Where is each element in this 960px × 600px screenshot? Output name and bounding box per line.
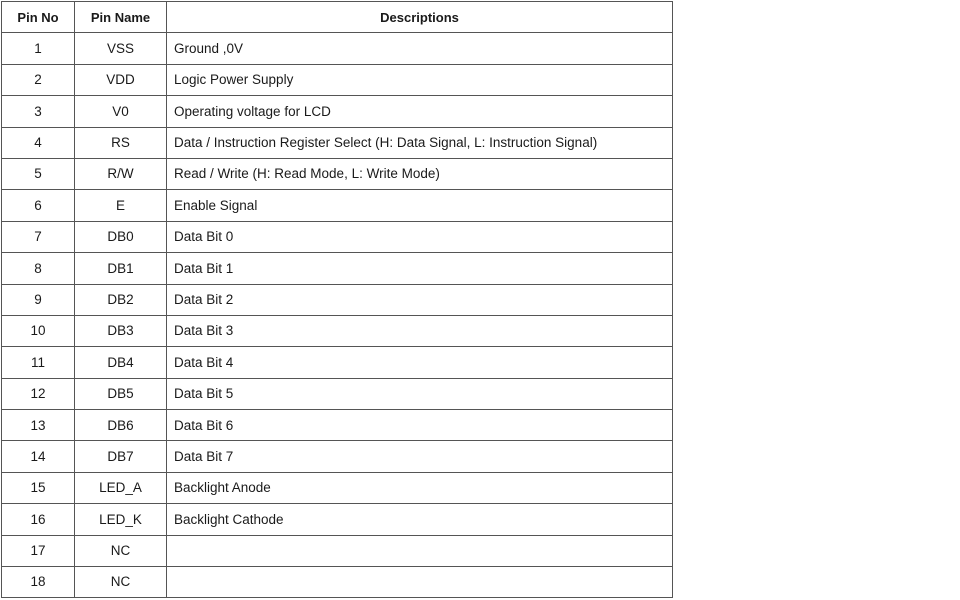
cell-description: Data Bit 6 xyxy=(167,410,673,441)
cell-pin-name: DB0 xyxy=(75,221,167,252)
table-row xyxy=(2,284,673,315)
cell-description xyxy=(167,567,673,598)
table-row xyxy=(2,535,673,566)
cell-pin-name: VSS xyxy=(75,33,167,64)
cell-pin-no: 11 xyxy=(2,347,75,378)
cell-pin-no: 17 xyxy=(2,535,75,566)
cell-description: Data Bit 5 xyxy=(167,378,673,409)
table-row xyxy=(2,567,673,598)
cell-pin-name: DB2 xyxy=(75,284,167,315)
cell-pin-name: DB6 xyxy=(75,410,167,441)
cell-pin-no: 1 xyxy=(2,33,75,64)
header-descriptions: Descriptions xyxy=(167,2,673,33)
table-row xyxy=(2,64,673,95)
table-row xyxy=(2,441,673,472)
cell-description: Data Bit 2 xyxy=(167,284,673,315)
header-pin-no: Pin No xyxy=(2,2,75,33)
table-row xyxy=(2,347,673,378)
cell-description: Logic Power Supply xyxy=(167,64,673,95)
table-row xyxy=(2,96,673,127)
cell-pin-no: 12 xyxy=(2,378,75,409)
table-row xyxy=(2,378,673,409)
cell-pin-name: DB7 xyxy=(75,441,167,472)
cell-description: Data Bit 7 xyxy=(167,441,673,472)
table-row xyxy=(2,158,673,189)
cell-pin-no: 5 xyxy=(2,158,75,189)
table-row xyxy=(2,472,673,503)
cell-pin-no: 13 xyxy=(2,410,75,441)
cell-pin-no: 4 xyxy=(2,127,75,158)
table-row xyxy=(2,253,673,284)
table-row xyxy=(2,221,673,252)
cell-pin-name: DB5 xyxy=(75,378,167,409)
cell-pin-name: LED_A xyxy=(75,472,167,503)
cell-pin-no: 3 xyxy=(2,96,75,127)
table-body xyxy=(2,33,673,598)
cell-description: Backlight Cathode xyxy=(167,504,673,535)
cell-pin-name: VDD xyxy=(75,64,167,95)
table-row xyxy=(2,190,673,221)
cell-pin-no: 2 xyxy=(2,64,75,95)
cell-pin-name: RS xyxy=(75,127,167,158)
cell-pin-name: DB3 xyxy=(75,315,167,346)
cell-pin-no: 6 xyxy=(2,190,75,221)
cell-description: Backlight Anode xyxy=(167,472,673,503)
cell-pin-no: 15 xyxy=(2,472,75,503)
cell-description: Data Bit 3 xyxy=(167,315,673,346)
pin-description-table xyxy=(1,1,673,598)
cell-pin-name: R/W xyxy=(75,158,167,189)
header-pin-name: Pin Name xyxy=(75,2,167,33)
cell-description: Operating voltage for LCD xyxy=(167,96,673,127)
cell-pin-name: V0 xyxy=(75,96,167,127)
cell-pin-no: 14 xyxy=(2,441,75,472)
cell-description: Data / Instruction Register Select (H: Data Signal, L: Instruction Signal) xyxy=(167,127,673,158)
cell-pin-name: E xyxy=(75,190,167,221)
cell-description: Data Bit 4 xyxy=(167,347,673,378)
cell-pin-no: 8 xyxy=(2,253,75,284)
cell-description: Data Bit 0 xyxy=(167,221,673,252)
cell-description xyxy=(167,535,673,566)
cell-pin-name: NC xyxy=(75,535,167,566)
table-header-row xyxy=(2,2,673,33)
table-row xyxy=(2,315,673,346)
cell-pin-no: 16 xyxy=(2,504,75,535)
table-row xyxy=(2,504,673,535)
cell-description: Ground ,0V xyxy=(167,33,673,64)
cell-pin-name: NC xyxy=(75,567,167,598)
cell-description: Data Bit 1 xyxy=(167,253,673,284)
cell-description: Enable Signal xyxy=(167,190,673,221)
cell-pin-no: 9 xyxy=(2,284,75,315)
cell-pin-no: 10 xyxy=(2,315,75,346)
table-row xyxy=(2,127,673,158)
table-row xyxy=(2,33,673,64)
cell-pin-name: DB1 xyxy=(75,253,167,284)
cell-pin-no: 7 xyxy=(2,221,75,252)
cell-description: Read / Write (H: Read Mode, L: Write Mode) xyxy=(167,158,673,189)
cell-pin-no: 18 xyxy=(2,567,75,598)
cell-pin-name: DB4 xyxy=(75,347,167,378)
cell-pin-name: LED_K xyxy=(75,504,167,535)
table-row xyxy=(2,410,673,441)
